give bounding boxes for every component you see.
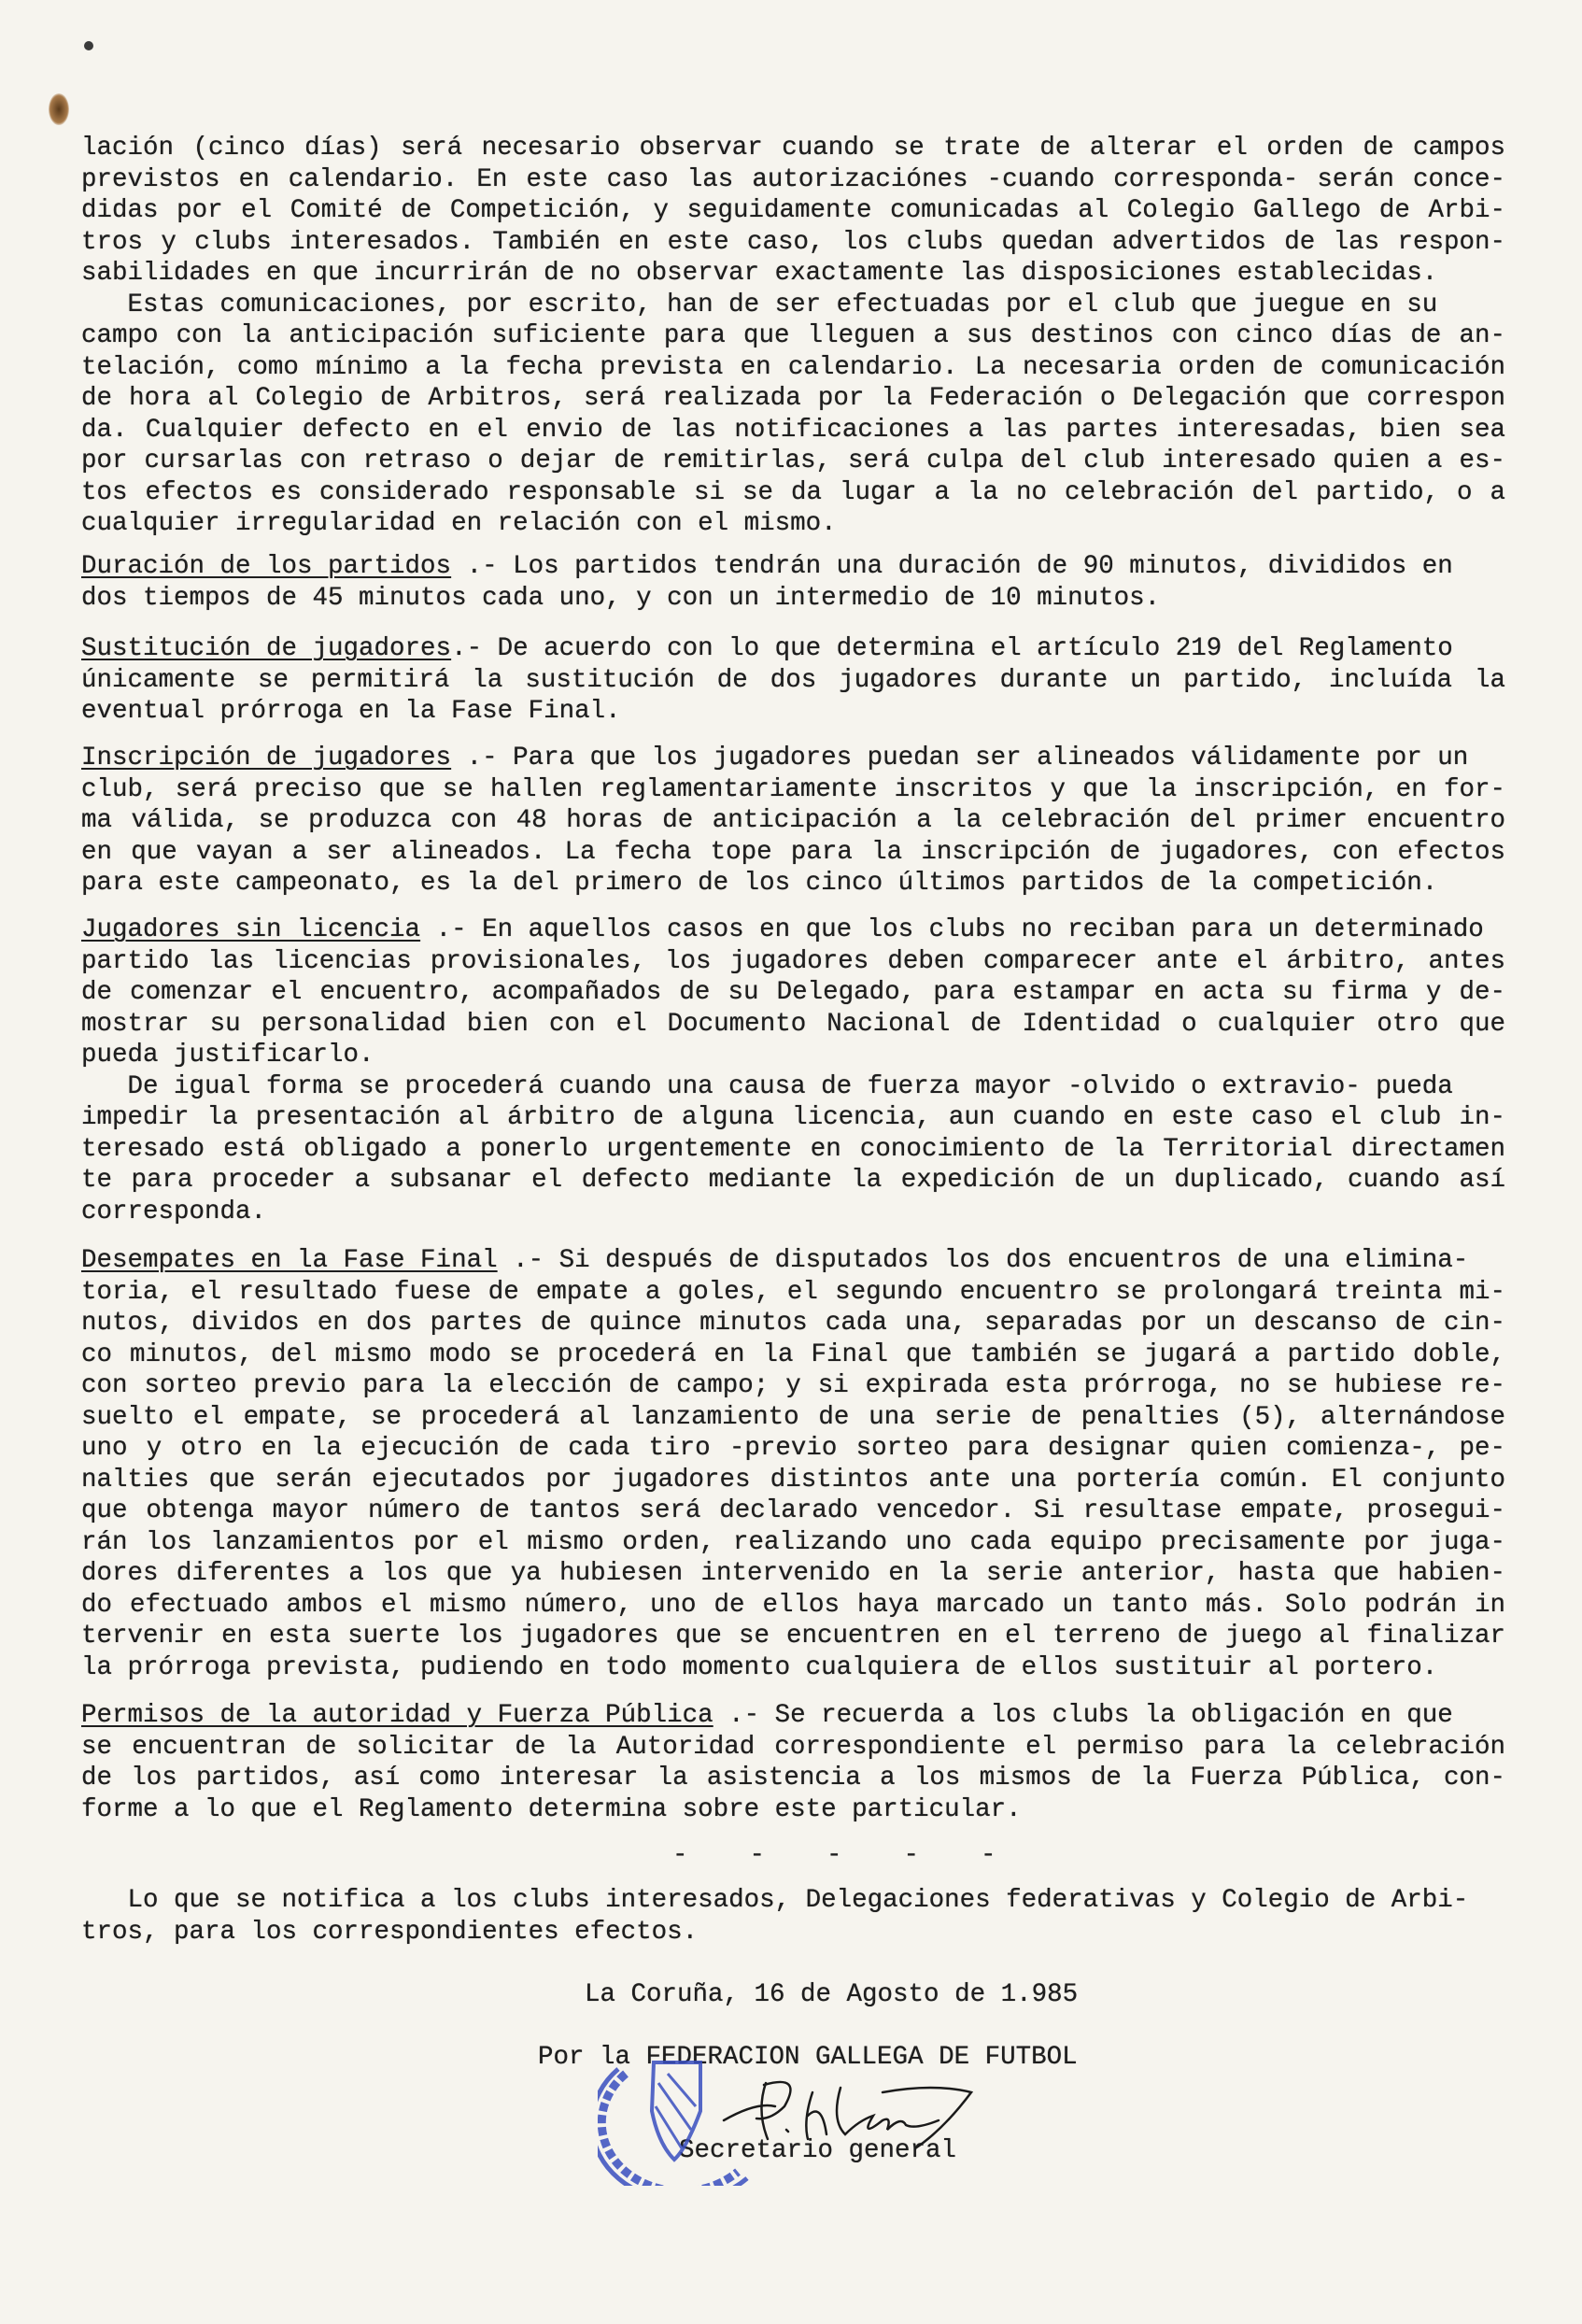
signatory-organization: Por la FEDERACION GALLEGA DE FUTBOL bbox=[538, 2043, 1078, 2072]
text-line bbox=[81, 1700, 1505, 1732]
paper-speck bbox=[84, 41, 93, 50]
text-line: co minutos, del mismo modo se procederá en la Final que también se jugará a partido doble, bbox=[81, 1339, 1505, 1369]
text-line: te para proceder a subsanar el defecto mediante la expedición de un duplicado, cuando así bbox=[81, 1166, 1505, 1195]
section-permisos bbox=[81, 1700, 1505, 1825]
paper-stain bbox=[49, 93, 69, 125]
text-line: eventual prórroga en la Fase Final. bbox=[81, 697, 621, 726]
section-heading: Sustitución de jugadores bbox=[81, 634, 452, 663]
text-line: dos tiempos de 45 minutos cada uno, y con un intermedio de 10 minutos. bbox=[81, 583, 1161, 613]
section-sin-licencia bbox=[81, 914, 1505, 1227]
text-line: da. Cualquier defecto en el envio de las notificaciones a las partes interesadas, bien sea bbox=[81, 415, 1505, 445]
text-line: que obtenga mayor número de tantos será declarado vencedor. Si resultase empate, prosegui- bbox=[81, 1496, 1505, 1525]
text-line: lación (cinco días) será necesario observar cuando se trate de alterar el orden de campos bbox=[81, 134, 1505, 163]
text-line: rán los lanzamientos por el mismo orden, realizando uno cada equipo precisamente por juga- bbox=[81, 1527, 1505, 1557]
text-line: impedir la presentación al árbitro de alguna licencia, aun cuando en este caso el club in- bbox=[81, 1103, 1505, 1132]
text-line: suelto el empate, se procederá al lanzamiento de una serie de penalties (5), alternándose bbox=[81, 1402, 1505, 1432]
text-line: mostrar su personalidad bien con el Documento Nacional de Identidad o cualquier otro que bbox=[81, 1009, 1505, 1039]
closing-paragraph bbox=[81, 1885, 1505, 1948]
text-line: telación, como mínimo a la fecha prevista en calendario. La necesaria orden de comunicación bbox=[81, 352, 1505, 382]
text-line: didas por el Comité de Competición, y seguidamente comunicadas al Colegio Gallego de Arbi- bbox=[81, 196, 1505, 225]
section-separator: - - - - - bbox=[672, 1841, 996, 1870]
text-line bbox=[81, 743, 1505, 774]
text-line: únicamente se permitirá la sustitución de dos jugadores durante un partido, incluída la bbox=[81, 665, 1505, 695]
text-line: en que vayan a ser alineados. La fecha tope para la inscripción de jugadores, con efectos bbox=[81, 837, 1505, 867]
text-line: pueda justificarlo. bbox=[81, 1041, 374, 1070]
text-line-rest: .- De acuerdo con lo que determina el artículo 219 del Reglamento bbox=[451, 634, 1453, 663]
text-line: club, será preciso que se hallen reglamentariamente inscritos y que la inscripción, en for- bbox=[81, 774, 1505, 804]
text-line: tos efectos es considerado responsable si se da lugar a la no celebración del partido, o a bbox=[81, 477, 1505, 507]
section-heading: Desempates en la Fase Final bbox=[81, 1246, 498, 1275]
intro-paragraph bbox=[81, 133, 1505, 540]
text-line: de comenzar el encuentro, acompañados de su Delegado, para estampar en acta su firma y de- bbox=[81, 978, 1505, 1007]
text-line: teresado está obligado a ponerlo urgentemente en conocimiento de la Territorial directamen bbox=[81, 1134, 1505, 1164]
section-heading: Inscripción de jugadores bbox=[81, 744, 452, 772]
text-line: por cursarlas con retraso o dejar de remitirlas, será culpa del club interesado quien a es- bbox=[81, 446, 1505, 475]
section-inscripcion bbox=[81, 743, 1505, 900]
text-line-rest: .- En aquellos casos en que los clubs no reciban para un determinado bbox=[420, 915, 1484, 944]
text-line-rest: .- Si después de disputados los dos encuentros de una elimina- bbox=[497, 1246, 1469, 1275]
text-line: campo con la anticipación suficiente para que lleguen a sus destinos con cinco días de an- bbox=[81, 321, 1505, 350]
text-line: tervenir en esta suerte los jugadores que se encuentren en el terreno de juego al finalizar bbox=[81, 1622, 1505, 1651]
text-line: previstos en calendario. En este caso las autorizaciónes -cuando corresponda- serán conce- bbox=[81, 164, 1505, 194]
text-line: toria, el resultado fuese de empate a goles, el segundo encuentro se prolongará treinta mi- bbox=[81, 1277, 1505, 1307]
signatory-title: Secretario general bbox=[679, 2136, 957, 2165]
text-line: sabilidades en que incurrirán de no observar exactamente las disposiciones establecidas. bbox=[81, 259, 1438, 288]
section-heading: Permisos de la autoridad y Fuerza Pública bbox=[81, 1701, 713, 1730]
section-desempates bbox=[81, 1245, 1505, 1683]
text-line bbox=[81, 551, 1505, 583]
section-sustitucion bbox=[81, 633, 1505, 728]
text-line: se encuentran de solicitar de la Autoridad correspondiente el permiso para la celebración bbox=[81, 1732, 1505, 1762]
closing-date: La Coruña, 16 de Agosto de 1.985 bbox=[585, 1980, 1079, 2009]
text-line: uno y otro en la ejecución de cada tiro -previo sorteo para designar quien comienza-, pe- bbox=[81, 1434, 1505, 1463]
text-line: do efectuado ambos el mismo número, uno de ellos haya marcado un tanto más. Solo podrán in bbox=[81, 1590, 1505, 1620]
text-line-rest: .- Los partidos tendrán una duración de 90 minutos, divididos en bbox=[451, 552, 1453, 581]
text-line bbox=[81, 914, 1505, 946]
text-line: con sorteo previo para la elección de campo; y si expirada esta prórroga, no se hubiese re- bbox=[81, 1371, 1505, 1400]
handwritten-signature bbox=[719, 2064, 999, 2167]
text-line: ma válida, se produzca con 48 horas de anticipación a la celebración del primer encuentro bbox=[81, 806, 1505, 835]
section-heading: Duración de los partidos bbox=[81, 552, 452, 581]
text-line: Lo que se notifica a los clubs interesados, Delegaciones federativas y Colegio de Arbi- bbox=[81, 1886, 1469, 1915]
text-line-rest: .- Para que los jugadores puedan ser alineados válidamente por un bbox=[451, 744, 1469, 772]
text-line: para este campeonato, es la del primero de los cinco últimos partidos de la competición. bbox=[81, 869, 1438, 898]
text-line: partido las licencias provisionales, los jugadores deben comparecer ante el árbitro, antes bbox=[81, 946, 1505, 976]
text-line bbox=[81, 633, 1505, 665]
text-line: la prórroga prevista, pudiendo en todo momento cualquiera de ellos sustituir al portero. bbox=[81, 1652, 1438, 1682]
text-line: corresponda. bbox=[81, 1197, 267, 1226]
section-heading: Jugadores sin licencia bbox=[81, 915, 421, 944]
text-line: de hora al Colegio de Arbitros, será realizada por la Federación o Delegación que correspon bbox=[81, 384, 1505, 413]
text-line: dores diferentes a los que ya hubiesen intervenido en la serie anterior, hasta que habien- bbox=[81, 1559, 1505, 1588]
section-duracion bbox=[81, 551, 1505, 614]
text-line: cualquier irregularidad en relación con el mismo. bbox=[81, 509, 837, 538]
text-line: forme a lo que el Reglamento determina sobre este particular. bbox=[81, 1794, 1022, 1824]
text-line-rest: .- Se recuerda a los clubs la obligación en que bbox=[713, 1701, 1453, 1730]
text-line: tros, para los correspondientes efectos. bbox=[81, 1917, 699, 1947]
text-line: nalties que serán ejecutados por jugadores distintos ante una portería común. El conjunto bbox=[81, 1465, 1505, 1495]
text-line: De igual forma se procederá cuando una causa de fuerza mayor -olvido o extravio- pueda bbox=[81, 1071, 1453, 1101]
text-line: de los partidos, así como interesar la asistencia a los mismos de la Fuerza Pública, con- bbox=[81, 1764, 1505, 1793]
text-line: tros y clubs interesados. También en este caso, los clubs quedan advertidos de las respon- bbox=[81, 227, 1505, 257]
text-line: Estas comunicaciones, por escrito, han de ser efectuadas por el club que juegue en su bbox=[81, 290, 1438, 319]
text-line bbox=[81, 1245, 1505, 1277]
text-line: nutos, dividos en dos partes de quince minutos cada una, separadas por un descanso de cin- bbox=[81, 1309, 1505, 1338]
